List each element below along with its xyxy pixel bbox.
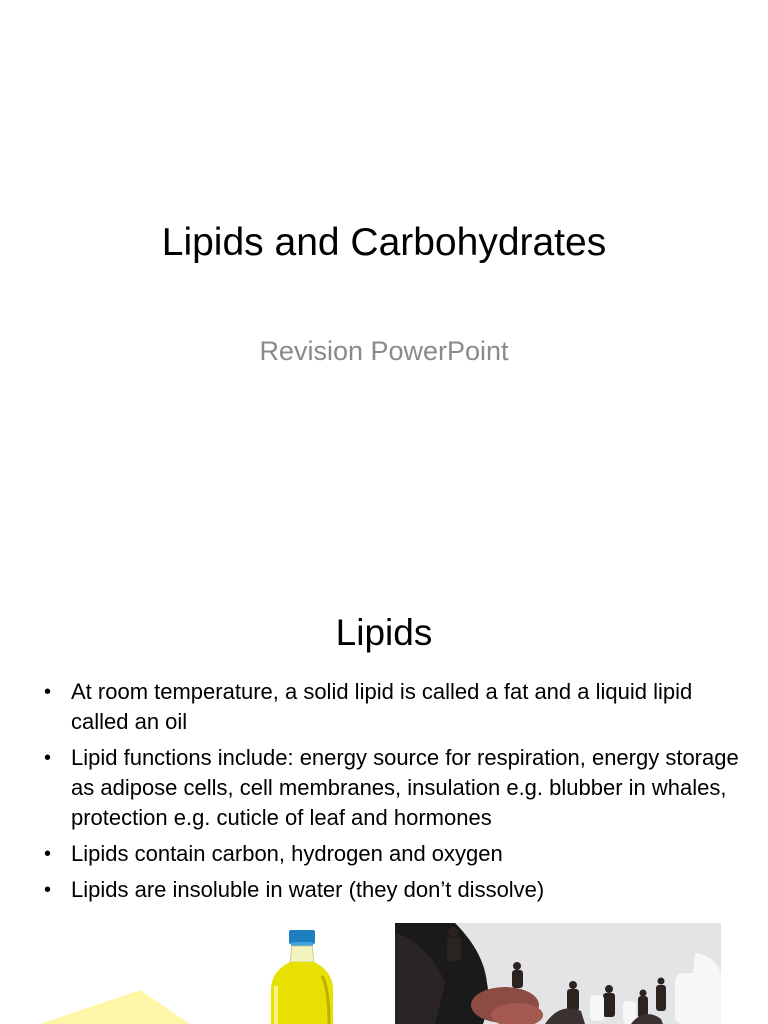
slide-title: Lipids: [335, 612, 433, 653]
oil-bottle-photo: [0, 916, 360, 1024]
whale-scene: [395, 923, 721, 1024]
bullet-item: [44, 875, 744, 905]
bullet-text: Lipids contain carbon, hydrogen and oxygen: [71, 841, 503, 866]
bullet-item: [44, 743, 744, 833]
bullet-item: [44, 677, 744, 737]
whale-blubber-photo: [395, 923, 721, 1024]
bullet-text: Lipids are insoluble in water (they don’t dissolve): [71, 877, 545, 902]
bullet-item: [44, 839, 744, 869]
yellow-shape: [40, 990, 190, 1024]
slide-subtitle: Revision PowerPoint: [259, 336, 509, 366]
bullet-icon: •: [44, 843, 52, 865]
bullet-icon: •: [44, 681, 52, 703]
lipids-slide: [0, 576, 768, 1024]
bullet-text: Lipid functions include: energy source for respiration, energy storage as adipose cells, cell membranes, insulation e.g. blubber in whales, protection e.g. cuticle of leaf and hormones: [71, 745, 739, 830]
bullet-text: At room temperature, a solid lipid is called a fat and a liquid lipid called an oil: [71, 679, 693, 734]
slide-title: Lipids and Carbohydrates: [161, 221, 607, 264]
oil-bottle-icon: [271, 930, 333, 1024]
bullet-icon: •: [44, 879, 52, 901]
bullet-icon: •: [44, 747, 52, 769]
bullet-list: [44, 677, 744, 911]
